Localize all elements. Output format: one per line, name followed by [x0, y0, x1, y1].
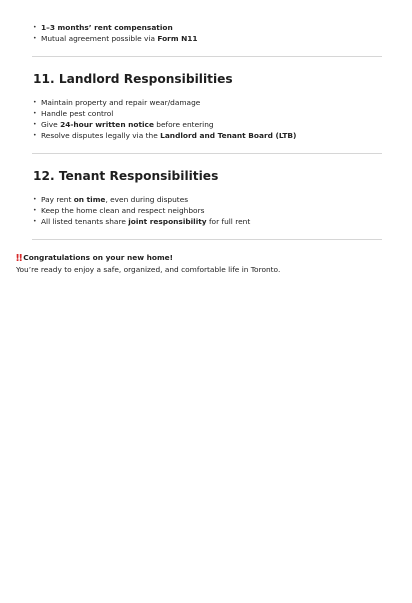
list-item: [33, 205, 250, 216]
joint-responsibility-text: joint responsibility: [128, 217, 207, 226]
list-item-text: for full rent: [206, 217, 251, 226]
section-title-tenant: 12. Tenant Responsibilities: [33, 169, 219, 183]
on-time-text: on time: [73, 195, 106, 204]
list-item: [33, 22, 198, 33]
section-divider: [32, 56, 382, 57]
landlord-responsibilities-list: [33, 97, 296, 141]
list-item-text: Keep the home clean and respect neighbors: [41, 206, 205, 215]
notice-text: 24-hour written notice: [60, 120, 154, 129]
list-item-text: , even during disputes: [105, 195, 189, 204]
closing-message: [16, 252, 280, 275]
termination-list: [33, 22, 198, 44]
list-item-text: All listed tenants share: [41, 217, 129, 226]
list-item: [33, 130, 296, 141]
closing-heading: Congratulations on your new home!: [23, 253, 174, 262]
closing-text: You’re ready to enjoy a safe, organized, and comfortable life in Toronto.: [16, 265, 281, 274]
double-exclamation-icon: ‼: [16, 253, 22, 264]
list-item: [33, 216, 250, 227]
list-item-text: before entering: [153, 120, 214, 129]
list-item-text: Mutual agreement possible via: [41, 34, 158, 43]
ltb-text: Landlord and Tenant Board (LTB): [160, 131, 297, 140]
list-item: [33, 97, 296, 108]
list-item: [33, 194, 250, 205]
list-item-text: Give: [41, 120, 61, 129]
section-divider: [32, 239, 382, 240]
list-item-text: Maintain property and repair wear/damage: [41, 98, 201, 107]
tenant-responsibilities-list: [33, 194, 250, 227]
closing-heading-line: [16, 252, 280, 264]
section-divider: [32, 153, 382, 154]
section-title-landlord: 11. Landlord Responsibilities: [33, 72, 233, 86]
list-item-text: Resolve disputes legally via the: [41, 131, 161, 140]
list-item-text: Pay rent: [41, 195, 74, 204]
form-n11-text: Form N11: [157, 34, 198, 43]
list-item: [33, 108, 296, 119]
list-item: [33, 33, 198, 44]
list-item: [33, 119, 296, 130]
compensation-text: 1–3 months’ rent compensation: [41, 23, 173, 32]
list-item-text: Handle pest control: [41, 109, 114, 118]
